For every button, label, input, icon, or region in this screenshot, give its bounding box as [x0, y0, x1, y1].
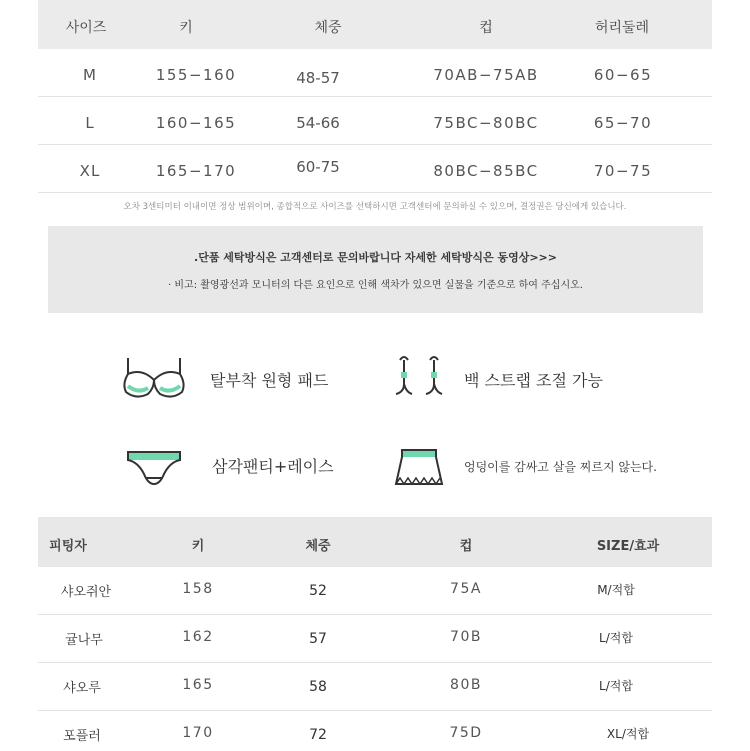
cup-cell: 75A: [450, 581, 482, 597]
cup-cell: 70AB−75AB: [433, 66, 539, 84]
header-waist: 허리둘레: [594, 20, 650, 36]
header-cup: 컵: [459, 539, 473, 554]
weight-cell: 54-66: [296, 114, 340, 132]
size-cell: XL: [79, 162, 101, 180]
header-height: 키: [191, 539, 205, 554]
feature-strap-label: 백 스트랩 조절 가능: [464, 371, 603, 390]
size-table-header: [38, 0, 712, 49]
feature-briefs-label: 삼각팬티+레이스: [212, 457, 334, 476]
weight-cell: 57: [309, 631, 327, 647]
skirt-icon: [394, 448, 444, 490]
height-cell: 165−170: [155, 162, 237, 180]
size-cell: M: [83, 66, 97, 84]
color-note-text: · 비고: 촬영광선과 모니터의 다른 요인으로 인해 색차가 있으면 실물을 기준으로 하여 주십시오.: [168, 280, 583, 291]
size-row: [38, 49, 712, 97]
height-cell: 155−160: [155, 66, 237, 84]
header-cup: 컵: [479, 20, 493, 36]
header-size: 사이즈: [65, 20, 107, 36]
height-cell: 170: [182, 725, 214, 741]
fit-row: [38, 663, 712, 711]
fit-cell: L/적합: [599, 679, 633, 693]
cup-cell: 75BC−80BC: [433, 114, 539, 132]
fit-row: [38, 567, 712, 615]
size-row: [38, 145, 712, 193]
fit-cell: L/적합: [599, 631, 633, 645]
weight-cell: 52: [309, 583, 327, 599]
waist-cell: 65−70: [593, 114, 653, 132]
header-weight: 체중: [305, 539, 331, 554]
info-box: [48, 226, 703, 313]
header-weight: 체중: [314, 20, 342, 36]
cup-cell: 80BC−85BC: [433, 162, 539, 180]
header-size-fit: SIZE/효과: [596, 539, 660, 554]
weight-cell: 72: [309, 727, 327, 743]
cup-cell: 80B: [450, 677, 482, 693]
back-strap-icon: [392, 354, 452, 402]
size-row: [38, 97, 712, 145]
cup-cell: 70B: [450, 629, 482, 645]
weight-cell: 58: [309, 679, 327, 695]
header-model: 피팅자: [49, 539, 87, 554]
model-name-cell: 포플러: [63, 729, 101, 744]
model-name-cell: 샤오루: [63, 681, 101, 696]
height-cell: 158: [182, 581, 214, 597]
waist-cell: 70−75: [593, 162, 653, 180]
size-note: 오차 3센티미터 이내이면 정상 범위이며, 종합적으로 사이즈를 선택하시면 고객센터에 문의하실 수 있으며, 결정권은 당신에게 있습니다.: [123, 202, 627, 212]
fit-row: [38, 615, 712, 663]
height-cell: 165: [182, 677, 214, 693]
fit-table-header: [38, 517, 712, 567]
fit-row: [38, 711, 712, 751]
feature-skirt-label: 엉덩이를 감싸고 살을 찌르지 않는다.: [464, 460, 657, 474]
waist-cell: 60−65: [593, 66, 653, 84]
height-cell: 160−165: [155, 114, 237, 132]
briefs-lace-icon: [126, 448, 182, 488]
model-name-cell: 샤오쥐안: [60, 585, 112, 600]
cup-cell: 75D: [449, 725, 483, 741]
fit-cell: M/적합: [597, 583, 635, 597]
size-cell: L: [85, 114, 95, 132]
feature-pad-label: 탈부착 원형 패드: [210, 371, 329, 390]
weight-cell: 48-57: [296, 69, 340, 87]
fit-cell: XL/적합: [606, 727, 650, 741]
model-name-cell: 귤나무: [65, 633, 103, 648]
height-cell: 162: [182, 629, 214, 645]
bra-pad-icon: [120, 354, 188, 402]
weight-cell: 60-75: [296, 158, 340, 176]
header-height: 키: [179, 20, 193, 36]
wash-info-text: .단품 세탁방식은 고객센터로 문의바랍니다 자세한 세탁방식은 동영상>>>: [194, 251, 557, 264]
